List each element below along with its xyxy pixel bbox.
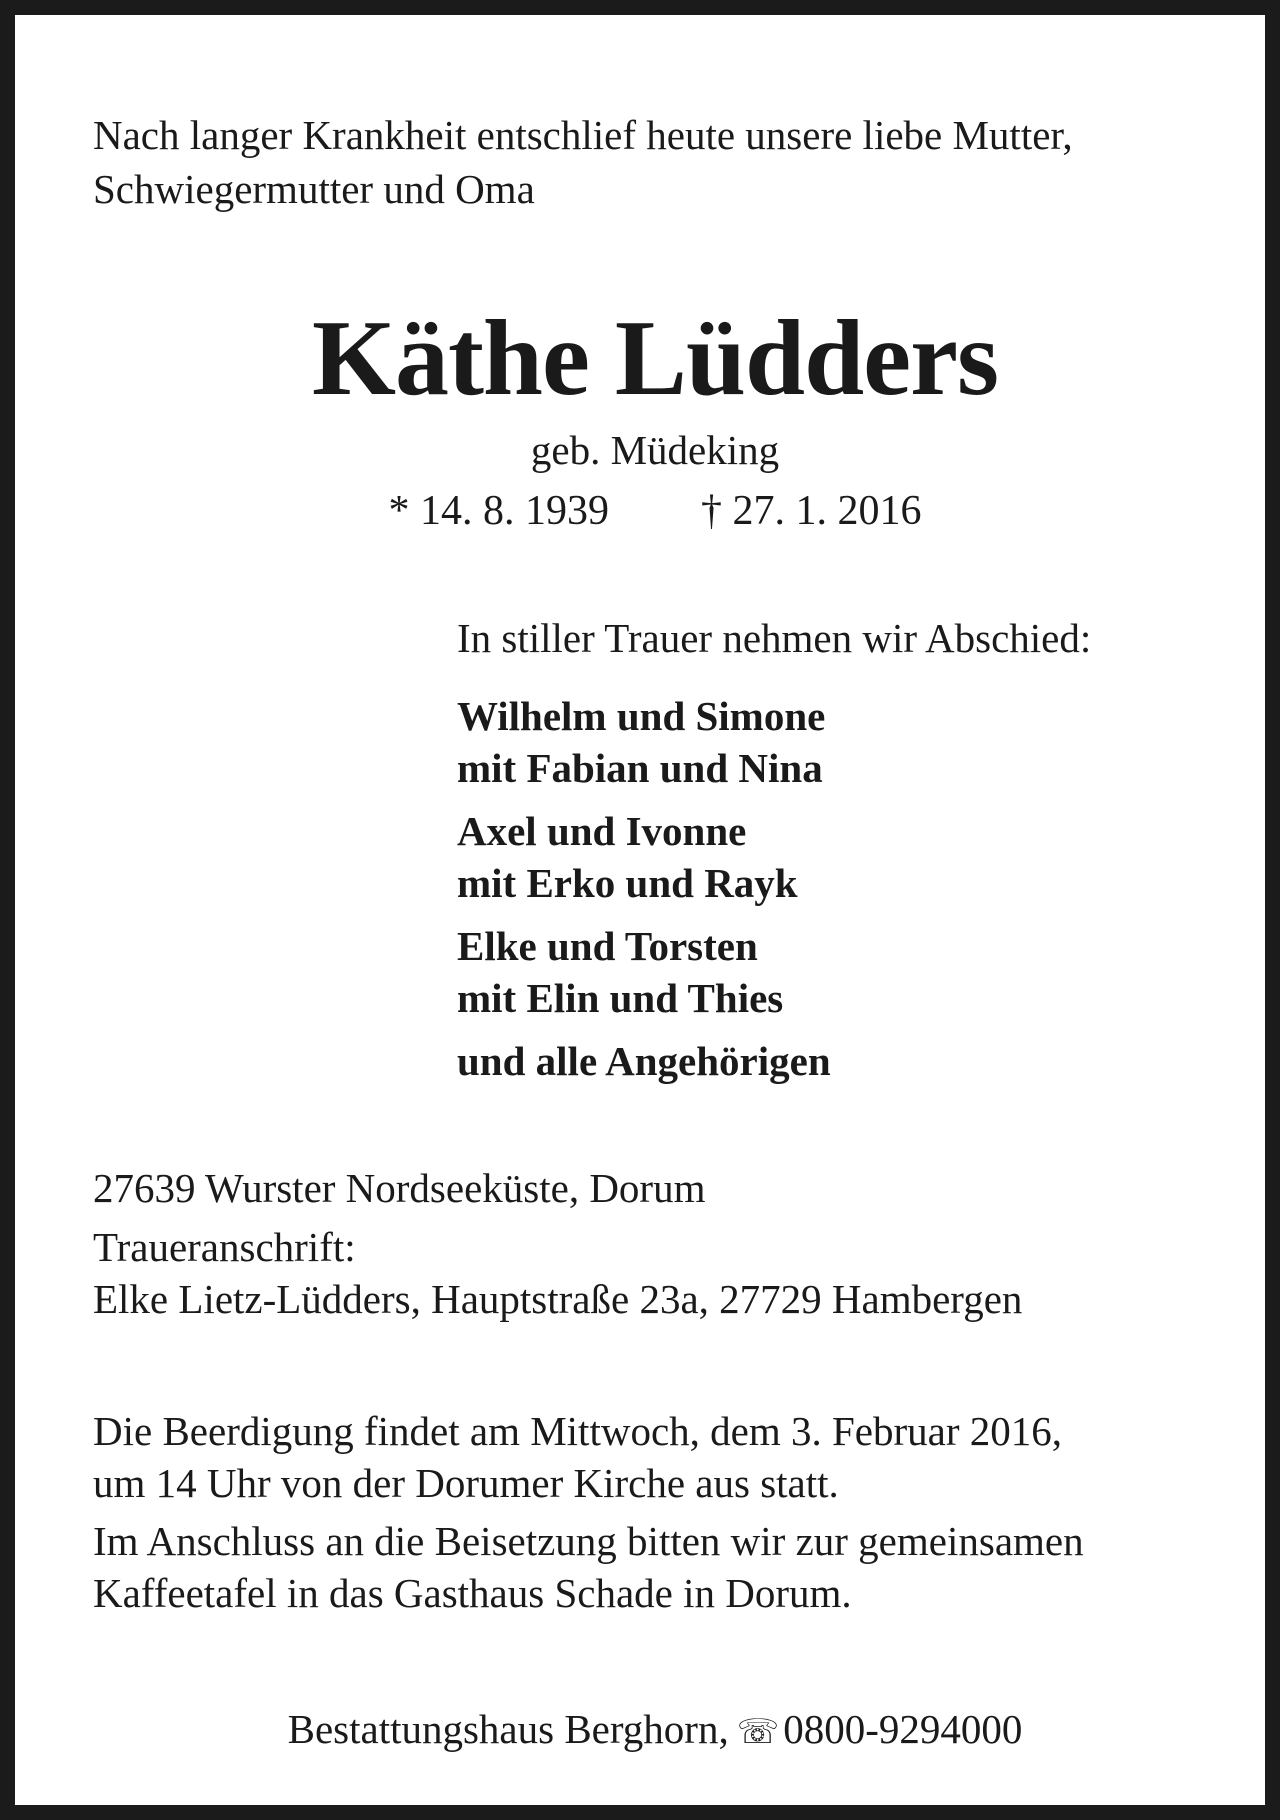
deceased-name: Käthe Lüdders	[311, 299, 999, 418]
intro-line: Nach langer Krankheit entschlief heute unsere liebe Mutter,	[93, 112, 1073, 158]
mourning-address	[93, 1221, 1022, 1325]
undertaker-name: Bestattungshaus Berghorn,	[287, 1706, 729, 1752]
mourner-line: mit Erko und Rayk	[457, 860, 798, 906]
location-line: 27639 Wurster Nordseeküste, Dorum	[93, 1165, 706, 1211]
mourner-group	[457, 1035, 831, 1087]
phone-icon: ☏	[736, 1712, 780, 1752]
maiden-name: geb. Müdeking	[530, 427, 780, 473]
mourning-address-value: Elke Lietz-Lüdders, Hauptstraße 23a, 27729 Hambergen	[93, 1276, 1023, 1322]
phone-number: 0800-9294000	[783, 1706, 1023, 1752]
intro-line: Schwiegermutter und Oma	[93, 166, 535, 212]
life-dates	[15, 485, 1280, 537]
mourner-group	[457, 920, 831, 1024]
funeral-info	[93, 1405, 1062, 1509]
reception-line: Kaffeetafel in das Gasthaus Schade in Dorum.	[93, 1570, 852, 1616]
mourner-line: Elke und Torsten	[457, 923, 758, 969]
mourner-line: Wilhelm und Simone	[457, 693, 826, 739]
reception-line: Im Anschluss an die Beisetzung bitten wir zur gemeinsamen	[93, 1518, 1084, 1564]
funeral-line: Die Beerdigung findet am Mittwoch, dem 3. Februar 2016,	[93, 1408, 1062, 1454]
mourning-address-label: Traueranschrift:	[93, 1224, 356, 1270]
undertaker-footer	[15, 1702, 1280, 1759]
mourner-line: mit Elin und Thies	[457, 975, 784, 1021]
funeral-line: um 14 Uhr von der Dorumer Kirche aus statt.	[93, 1460, 839, 1506]
mourner-line: Axel und Ivonne	[457, 808, 747, 854]
mourner-line: mit Fabian und Nina	[457, 745, 823, 791]
reception-info	[93, 1515, 1084, 1619]
mourner-group	[457, 805, 831, 909]
death-date: † 27. 1. 2016	[701, 488, 922, 534]
mourners-list	[457, 690, 831, 1098]
birth-date: * 14. 8. 1939	[388, 488, 609, 534]
farewell-text: In stiller Trauer nehmen wir Abschied:	[457, 615, 1092, 661]
mourner-group	[457, 690, 831, 794]
mourner-line: und alle Angehörigen	[457, 1038, 831, 1084]
intro-text	[93, 108, 1073, 216]
